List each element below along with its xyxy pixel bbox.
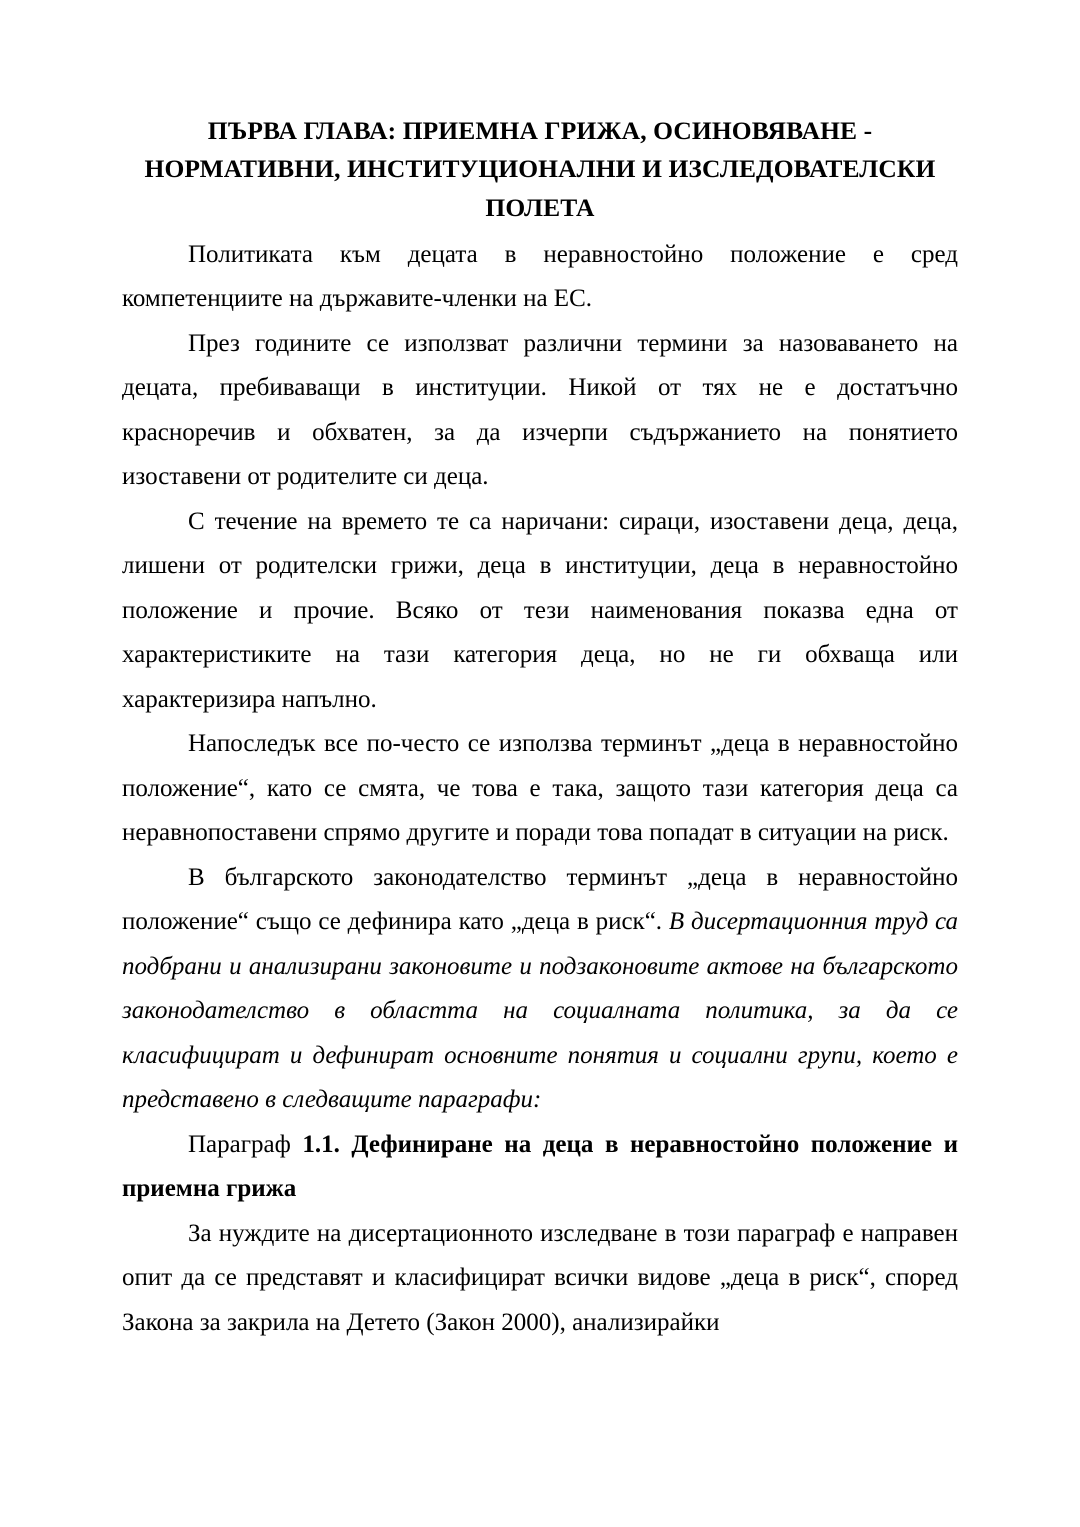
paragraph-2: През годините се използват различни термини за назоваването на децата, пребиваващи в институции. Никой от тях не е достатъчно красноречив и обхватен, за да изчерпи съдържанието на понятието изоставени от родителите си деца.	[122, 329, 958, 491]
paragraph-3: С течение на времето те са наричани: сираци, изоставени деца, деца, лишени от родителски грижи, деца в институции, деца в неравностойно положение и прочие. Всяко от тези наименования показва една от характеристиките на тази категория деца, но не ги обхваща или характеризира напълно.	[122, 507, 958, 713]
paragraph-5-italic: В дисертационния труд са подбрани и анализирани законовите и подзаконовите актове на българското законодателство в областта на социалната политика, за да се класифицират и дефинират основните понятия и социални групи, което е представено в следващите параграфи:	[122, 908, 958, 1114]
page-title: ПЪРВА ГЛАВА: ПРИЕМНА ГРИЖА, ОСИНОВЯВАНЕ - НОРМАТИВНИ, ИНСТИТУЦИОНАЛНИ И ИЗСЛЕДОВАТЕЛСКИ ПОЛЕТА	[144, 116, 936, 222]
paragraph-1: Политиката към децата в неравностойно положение е сред компетенциите на държавите-членки на ЕС.	[122, 240, 958, 313]
paragraph-heading-1-1	[122, 1123, 958, 1212]
paragraph-heading-text: 1.1. Дефиниране на деца в неравностойно положение и приемна грижа	[122, 1130, 958, 1203]
paragraph-4: Напоследък все по-често се използва терминът „деца в неравностойно положение“, като се смята, че това е така, защото тази категория деца са неравнопоставени спрямо другите и поради това попадат в ситуации на риск.	[122, 730, 958, 847]
paragraph-7: За нуждите на дисертационното изследване в този параграф е направен опит да се представят и класифицират всички видове „деца в риск“, според Закона за закрила на Детето (Закон 2000), анализирайки	[122, 1219, 958, 1336]
paragraph-label: Параграф	[188, 1130, 303, 1158]
paragraph-5-lead: В българското законодателство терминът „деца в неравностойно положение“ също се дефинира като „деца в риск“.	[122, 863, 958, 936]
paragraph-5	[122, 856, 958, 1123]
